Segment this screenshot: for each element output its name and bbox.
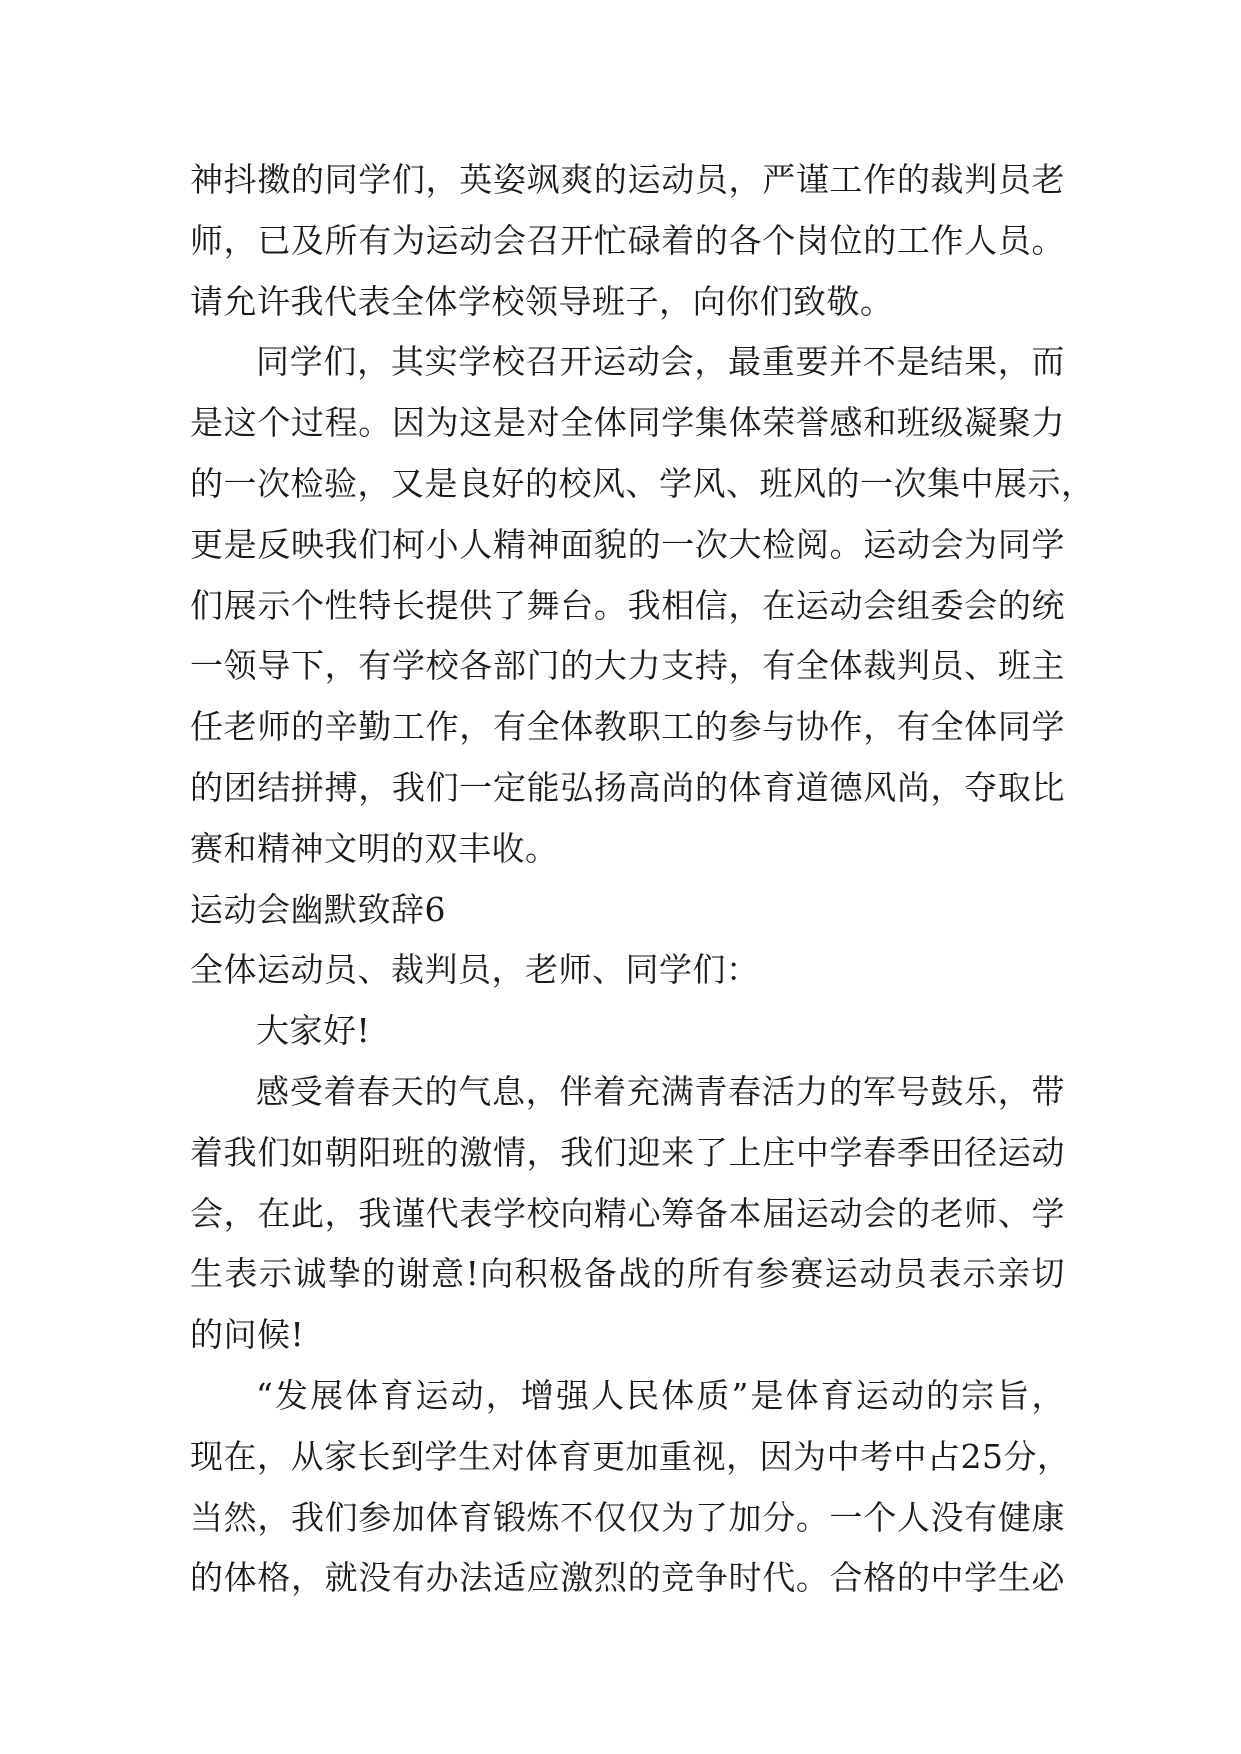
section-heading: 运动会幽默致辞6 xyxy=(190,889,446,929)
text-line: 着我们如朝阳班的激情，我们迎来了上庄中学春季田径运动 xyxy=(190,1132,1065,1172)
text-line: 请允许我代表全体学校领导班子，向你们致敬。 xyxy=(190,281,894,321)
text-line: 一领导下，有学校各部门的大力支持，有全体裁判员、班主 xyxy=(190,646,1065,686)
text-line: 的问候! xyxy=(190,1315,305,1355)
text-line: 更是反映我们柯小人精神面貌的一次大检阅。运动会为同学 xyxy=(190,524,1065,564)
document-body xyxy=(190,150,1095,1609)
text-line: 赛和精神文明的双丰收。 xyxy=(190,828,559,868)
text-line: 现在，从家长到学生对体育更加重视，因为中考中占25分， xyxy=(190,1436,1071,1476)
text-line: 的一次检验，又是良好的校风、学风、班风的一次集中展示， xyxy=(190,463,1095,503)
greeting: 大家好! xyxy=(256,1011,371,1051)
paragraph xyxy=(190,1366,1071,1609)
paragraph xyxy=(190,1062,1065,1366)
text-line: 的体格，就没有办法适应激烈的竞争时代。合格的中学生必 xyxy=(190,1558,1065,1598)
text-line: 任老师的辛勤工作，有全体教职工的参与协作，有全体同学 xyxy=(190,707,1065,747)
paragraph-continuation xyxy=(190,150,1065,332)
text-line: 们展示个性特长提供了舞台。我相信，在运动会组委会的统 xyxy=(190,585,1065,625)
salutation: 全体运动员、裁判员，老师、同学们： xyxy=(190,950,760,990)
text-line: 感受着春天的气息，伴着充满青春活力的军号鼓乐，带 xyxy=(256,1071,1065,1111)
text-line: 师，已及所有为运动会召开忙碌着的各个岗位的工作人员。 xyxy=(190,220,1065,260)
paragraph xyxy=(190,332,1095,879)
text-line: 是这个过程。因为这是对全体同学集体荣誉感和班级凝聚力 xyxy=(190,403,1065,443)
text-line: 神抖擞的同学们，英姿飒爽的运动员，严谨工作的裁判员老 xyxy=(190,160,1065,199)
text-line: 生表示诚挚的谢意!向积极备战的所有参赛运动员表示亲切 xyxy=(190,1254,1065,1294)
text-line: 当然，我们参加体育锻炼不仅仅为了加分。一个人没有健康 xyxy=(190,1497,1065,1537)
text-line: 同学们，其实学校召开运动会，最重要并不是结果，而 xyxy=(256,342,1065,382)
text-line: “发展体育运动，增强人民体质”是体育运动的宗旨， xyxy=(256,1375,1065,1415)
text-line: 的团结拼搏，我们一定能弘扬高尚的体育道德风尚，夺取比 xyxy=(190,767,1065,807)
text-line: 会，在此，我谨代表学校向精心筹备本届运动会的老师、学 xyxy=(190,1193,1065,1233)
